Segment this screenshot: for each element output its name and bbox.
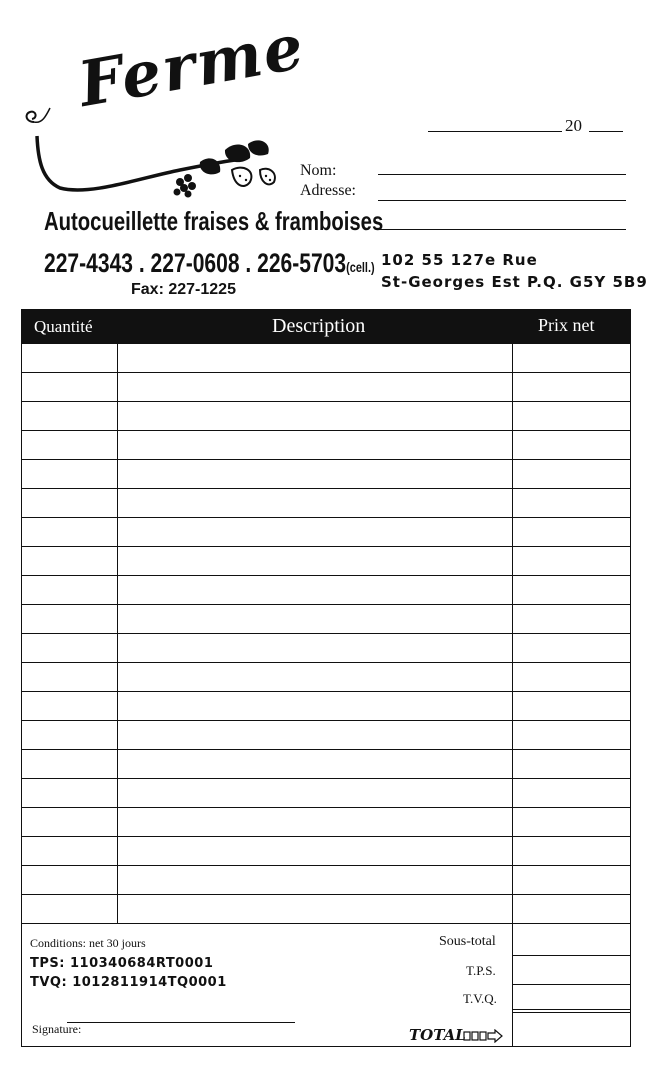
table-row[interactable] bbox=[22, 575, 630, 576]
table-row[interactable] bbox=[22, 401, 630, 402]
tps-number: TPS: 110340684RT0001 bbox=[30, 956, 214, 971]
tvq-field[interactable] bbox=[513, 1009, 631, 1010]
tps-field[interactable] bbox=[513, 984, 631, 985]
sous-total-label: Sous-total bbox=[439, 934, 496, 949]
address-line-2: St-Georges Est P.Q. G5Y 5B9 bbox=[381, 273, 648, 291]
col-description: Description bbox=[272, 315, 366, 337]
farm-subtitle: Autocueillette fraises & framboises bbox=[44, 206, 384, 236]
adresse-label: Adresse: bbox=[300, 182, 356, 199]
total-field[interactable] bbox=[513, 1012, 631, 1013]
signature-line[interactable] bbox=[67, 1022, 295, 1023]
table-row[interactable] bbox=[22, 691, 630, 692]
col-quantite: Quantité bbox=[34, 317, 93, 336]
table-row[interactable] bbox=[22, 372, 630, 373]
table-header bbox=[22, 310, 630, 344]
table-row[interactable] bbox=[22, 836, 630, 837]
total-label: TOTAL bbox=[409, 1026, 466, 1044]
date-line[interactable] bbox=[428, 131, 562, 132]
table-row[interactable] bbox=[22, 923, 630, 924]
table-row[interactable] bbox=[22, 488, 630, 489]
sous-total-field[interactable] bbox=[513, 955, 631, 956]
fax-number: Fax: 227-1225 bbox=[131, 281, 236, 298]
table-row[interactable] bbox=[22, 662, 630, 663]
phone-numbers bbox=[44, 248, 375, 279]
adresse-field-2[interactable] bbox=[378, 229, 626, 230]
col-divider-price bbox=[512, 344, 513, 1047]
table-row[interactable] bbox=[22, 604, 630, 605]
logo-text: Ferme bbox=[73, 9, 311, 122]
table-row[interactable] bbox=[22, 720, 630, 721]
invoice-table bbox=[21, 309, 631, 1047]
address-line-1: 102 55 127e Rue bbox=[381, 251, 538, 269]
conditions-text: Conditions: net 30 jours bbox=[30, 936, 146, 950]
tps-label: T.P.S. bbox=[466, 963, 496, 978]
date-year-prefix: 20 bbox=[565, 116, 582, 135]
table-row[interactable] bbox=[22, 430, 630, 431]
table-row[interactable] bbox=[22, 517, 630, 518]
arrow-right-icon bbox=[463, 1029, 503, 1043]
table-row[interactable] bbox=[22, 894, 630, 895]
table-row[interactable] bbox=[22, 459, 630, 460]
strawberry-vine-logo bbox=[20, 100, 290, 200]
col-prix-net: Prix net bbox=[538, 315, 595, 335]
table-row[interactable] bbox=[22, 546, 630, 547]
adresse-field[interactable] bbox=[378, 200, 626, 201]
nom-label: Nom: bbox=[300, 162, 337, 179]
phone-list: 227-4343 . 227-0608 . 226-5703 bbox=[44, 248, 347, 278]
nom-field[interactable] bbox=[378, 174, 626, 175]
table-row[interactable] bbox=[22, 865, 630, 866]
table-row[interactable] bbox=[22, 633, 630, 634]
signature-label: Signature: bbox=[32, 1022, 82, 1036]
date-year-line[interactable] bbox=[589, 131, 623, 132]
table-row[interactable] bbox=[22, 749, 630, 750]
cell-note: (cell.) bbox=[346, 259, 375, 275]
tvq-label: T.V.Q. bbox=[463, 991, 497, 1006]
table-row[interactable] bbox=[22, 807, 630, 808]
tvq-number: TVQ: 1012811914TQ0001 bbox=[30, 975, 227, 990]
table-row[interactable] bbox=[22, 778, 630, 779]
